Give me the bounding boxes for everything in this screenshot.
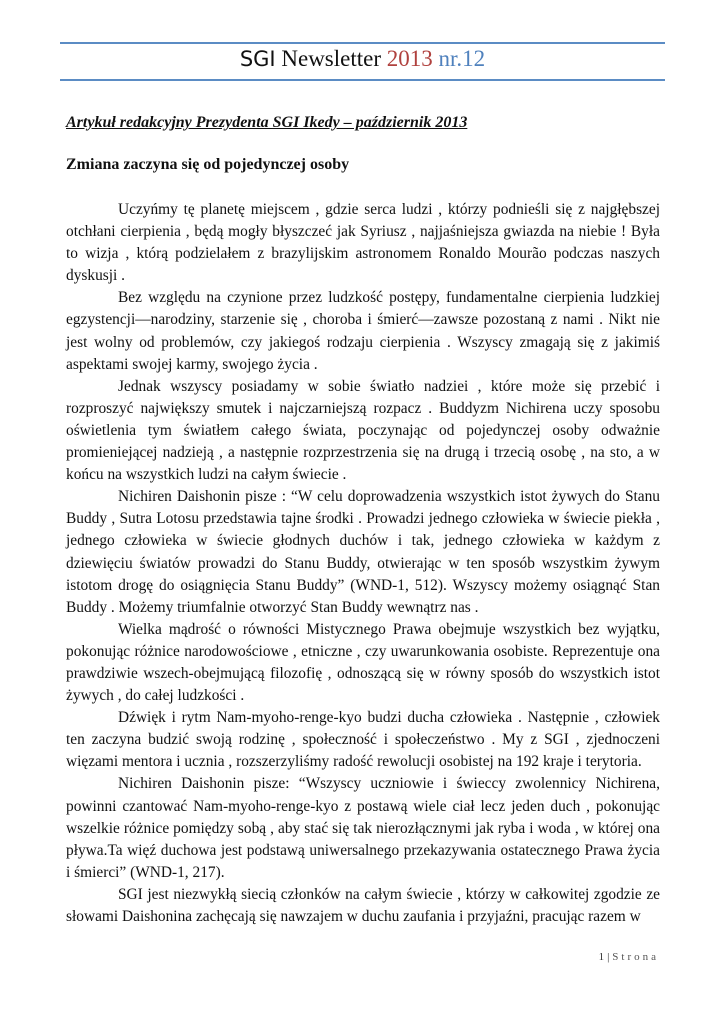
header-rule-bottom — [60, 79, 665, 81]
newsletter-header — [0, 44, 725, 74]
header-year: 2013 — [386, 46, 433, 71]
paragraph: Bez względu na czynione przez ludzkość postępy, fundamentalne cierpienia ludzkiej egzystencji—narodziny, starzenie się , choroba i śmierć—zawsze pozostaną z nami . Nikt nie jest wolny od problemów, czy jakiegoś rodzaju cierpienia . Wszyscy zmagają się z jakimiś aspektami swojej karmy, swojego życia . — [66, 289, 660, 373]
paragraph: SGI jest niezwykłą siecią członków na całym świecie , którzy w całkowitej zgodzie ze słowami Daishonina zachęcają się nawzajem w duchu zaufania i przyjaźni, pracując razem w — [66, 885, 660, 925]
article-title: Artykuł redakcyjny Prezydenta SGI Ikedy – październik 2013 — [66, 114, 468, 131]
paragraph: Dźwięk i rytm Nam-myoho-renge-kyo budzi ducha człowieka . Następnie , człowiek ten zaczyna budzić swoją rodzinę , społeczność i społeczeństwo . My z SGI , zjednoczeni więzami mentora i ucznia , rozszerzyliśmy radość rewolucji osobistej na 192 kraje i terytoria. — [66, 709, 660, 771]
page-label: Strona — [612, 951, 659, 963]
paragraph: Wielka mądrość o równości Mistycznego Prawa obejmuje wszystkich bez wyjątku, pokonując różnice narodowościowe , etniczne , czy uwarunkowania osobiste. Reprezentuje ona prawdziwie wszech-obejmującą filozofię , odnoszącą się w równy sposób do wszystkich istot żywych , do całej ludzkości . — [66, 620, 660, 705]
header-brand: SGI — [239, 47, 276, 71]
paragraph: Jednak wszyscy posiadamy w sobie światło nadziei , które może się przebić i rozproszyć największy smutek i najczarniejszą rozpacz . Buddyzm Nichirena uczy sposobu oświetlenia tym światłem całego świata, poczynając od pojedynczej osoby odważnie promieniejącej nadzieją , a następnie rozprzestrzenia się na drugą i trzecią osobę , na sto, a w końcu na wszystkich ludzi na całym świecie . — [66, 377, 660, 484]
paragraph: Nichiren Daishonin pisze : “W celu doprowadzenia wszystkich istot żywych do Stanu Buddy , Sutra Lotosu przedstawia tajne środki . Prowadzi jednego człowieka w świecie piekła , jednego człowieka w świecie głodnych duchów i tak, jednego człowieka w każdym z dziewięciu światów prowadzi do Stanu Buddy, otwierając w ten sposób wszystkim żywym istotom drogę do osiągnięcia Stanu Buddy” (WND-1, 512). Wszyscy możemy osiągnąć Stan Buddy . Możemy triumfalnie otworzyć Stan Buddy wewnątrz nas . — [66, 488, 660, 616]
article-body — [66, 199, 660, 928]
article-subtitle: Zmiana zaczyna się od pojedynczej osoby — [66, 156, 350, 173]
page-footer — [599, 951, 659, 963]
paragraph: Nichiren Daishonin pisze: “Wszyscy uczniowie i świeccy zwolennicy Nichirena, powinni czantować Nam-myoho-renge-kyo z postawą wiele ciał lecz jeden duch , pokonując wszelkie różnice pomiędzy sobą , aby stać się tak nierozłącznymi jak ryba i woda , w której ona pływa.Ta więź duchowa jest podstawą uniwersalnego przekazywania ostatecznego Prawa życia i śmierci” (WND-1, 217). — [66, 775, 660, 881]
page-number: 1 — [598, 951, 605, 963]
paragraph: Uczyńmy tę planetę miejscem , gdzie serca ludzi , którzy podnieśli się z najgłębszej otchłani cierpienia , będą mogły błyszczeć jak Syriusz , najjaśniejsza gwiazda na niebie ! Była to wizja , którą podzielałem z brazylijskim astronomem Ronaldo Mourão podczas naszych dyskusji . — [66, 201, 660, 285]
footer-separator: | — [607, 951, 610, 963]
header-newsletter: Newsletter — [281, 46, 382, 71]
header-issue: nr.12 — [438, 46, 486, 71]
